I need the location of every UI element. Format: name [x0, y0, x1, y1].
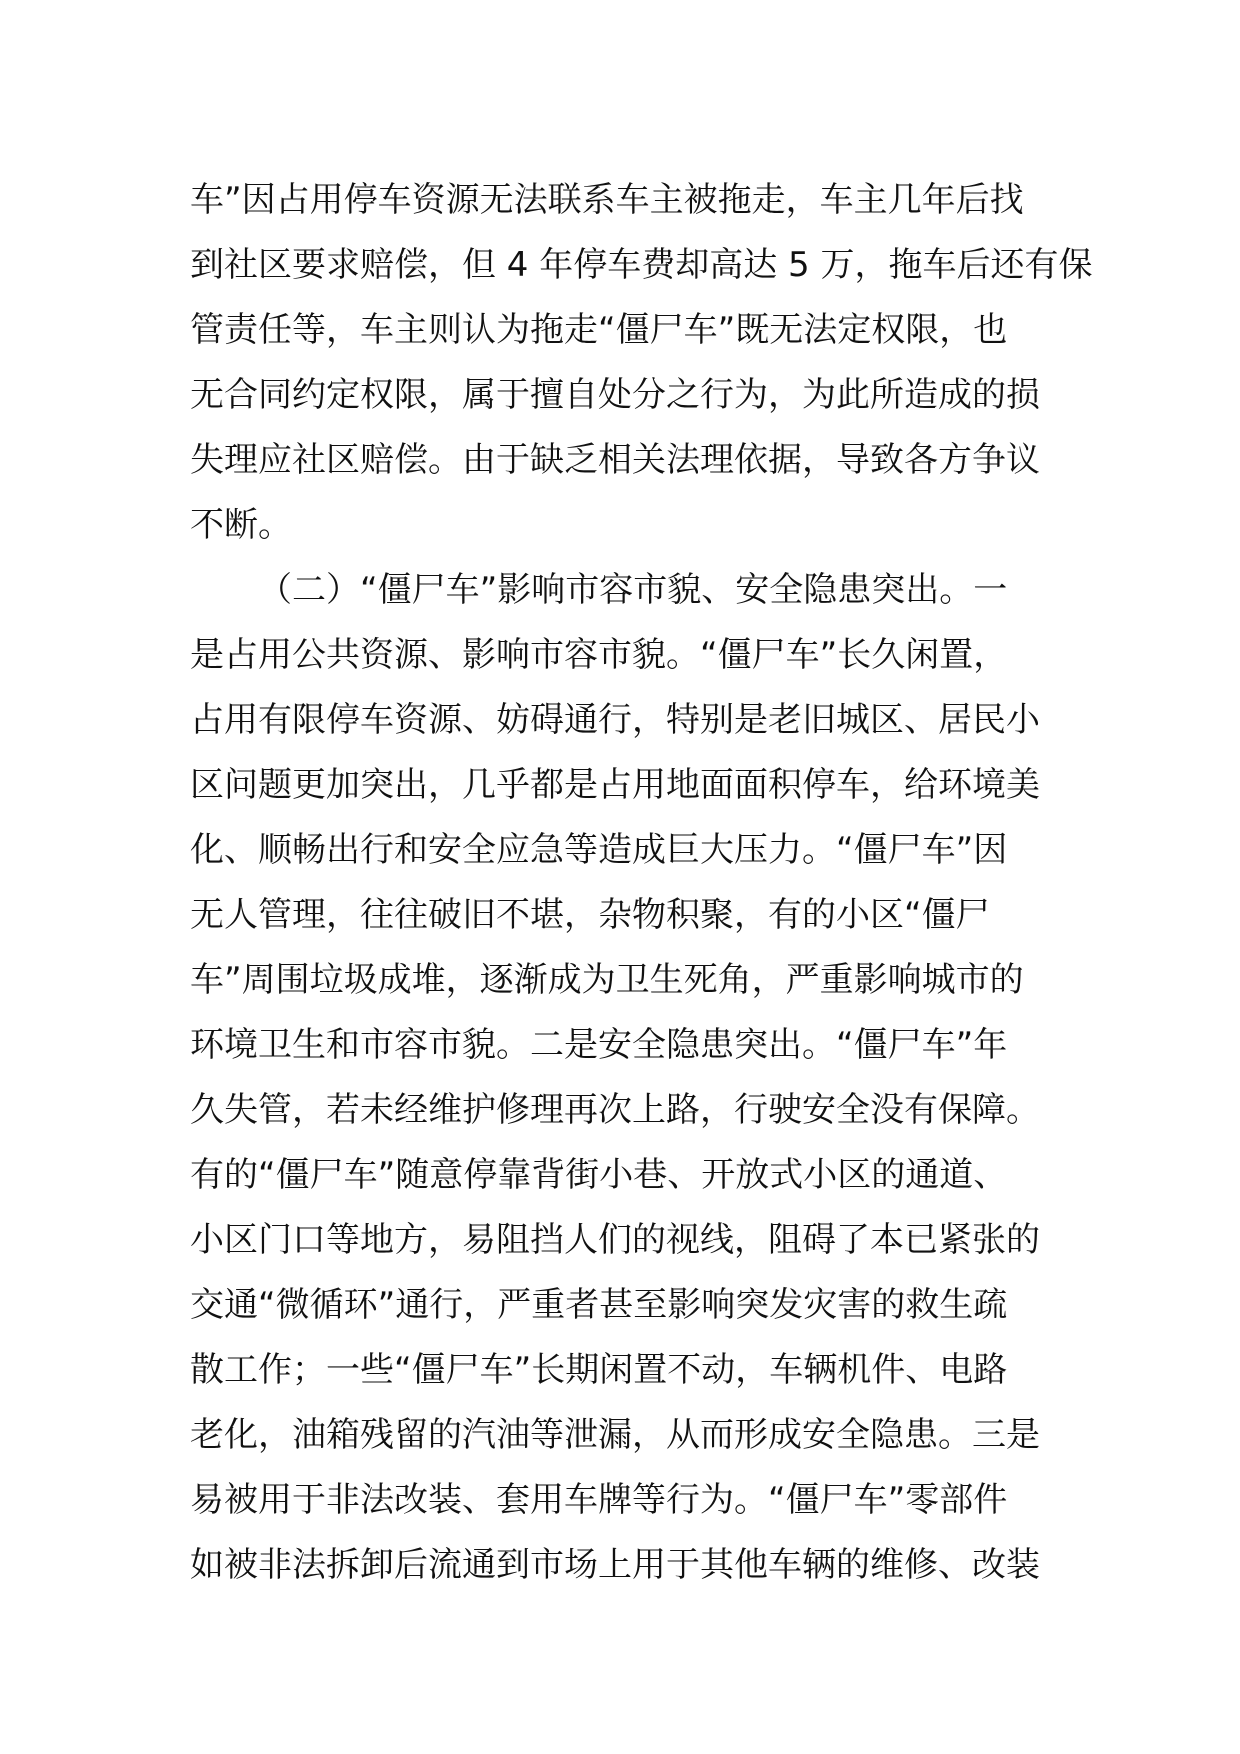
text-line: 不断。: [190, 505, 292, 545]
text-line: 如被非法拆卸后流通到市场上用于其他车辆的维修、改装: [190, 1545, 1040, 1585]
text-line: 车”周围垃圾成堆，逐渐成为卫生死角，严重影响城市的: [190, 960, 1024, 1000]
text-line: 失理应社区赔偿。由于缺乏相关法理依据，导致各方争议: [190, 440, 1040, 480]
text-line: 是占用公共资源、影响市容市貌。“僵尸车”长久闲置，: [190, 635, 1008, 675]
text-line: 无人管理，往往破旧不堪，杂物积聚，有的小区“僵尸: [190, 895, 990, 935]
text-line: 久失管，若未经维护修理再次上路，行驶安全没有保障。: [190, 1090, 1040, 1130]
text-line: 管责任等，车主则认为拖走“僵尸车”既无法定权限，也: [190, 310, 1008, 350]
text-line: 环境卫生和市容市貌。二是安全隐患突出。“僵尸车”年: [190, 1025, 1008, 1065]
text-line: 化、顺畅出行和安全应急等造成巨大压力。“僵尸车”因: [190, 830, 1008, 870]
text-line: 老化，油箱残留的汽油等泄漏，从而形成安全隐患。三是: [190, 1415, 1040, 1455]
text-line: 车”因占用停车资源无法联系车主被拖走，车主几年后找: [190, 180, 1024, 220]
text-line: 占用有限停车资源、妨碍通行，特别是老旧城区、居民小: [190, 700, 1040, 740]
text-line: 小区门口等地方，易阻挡人们的视线，阻碍了本已紧张的: [190, 1220, 1040, 1260]
text-line: 易被用于非法改装、套用车牌等行为。“僵尸车”零部件: [190, 1480, 1008, 1520]
text-line: 交通“微循环”通行，严重者甚至影响突发灾害的救生疏: [190, 1285, 1008, 1325]
text-line: 到社区要求赔偿，但 4 年停车费却高达 5 万，拖车后还有保: [190, 245, 1093, 285]
text-line: 散工作；一些“僵尸车”长期闲置不动，车辆机件、电路: [190, 1350, 1008, 1390]
text-line: 有的“僵尸车”随意停靠背街小巷、开放式小区的通道、: [190, 1155, 1008, 1195]
text-line: 无合同约定权限，属于擅自处分之行为，为此所造成的损: [190, 375, 1040, 415]
body-text: [190, 168, 1093, 1598]
section-heading-line: （二）“僵尸车”影响市容市貌、安全隐患突出。一: [258, 570, 1008, 610]
text-line: 区问题更加突出，几乎都是占用地面面积停车，给环境美: [190, 765, 1040, 805]
